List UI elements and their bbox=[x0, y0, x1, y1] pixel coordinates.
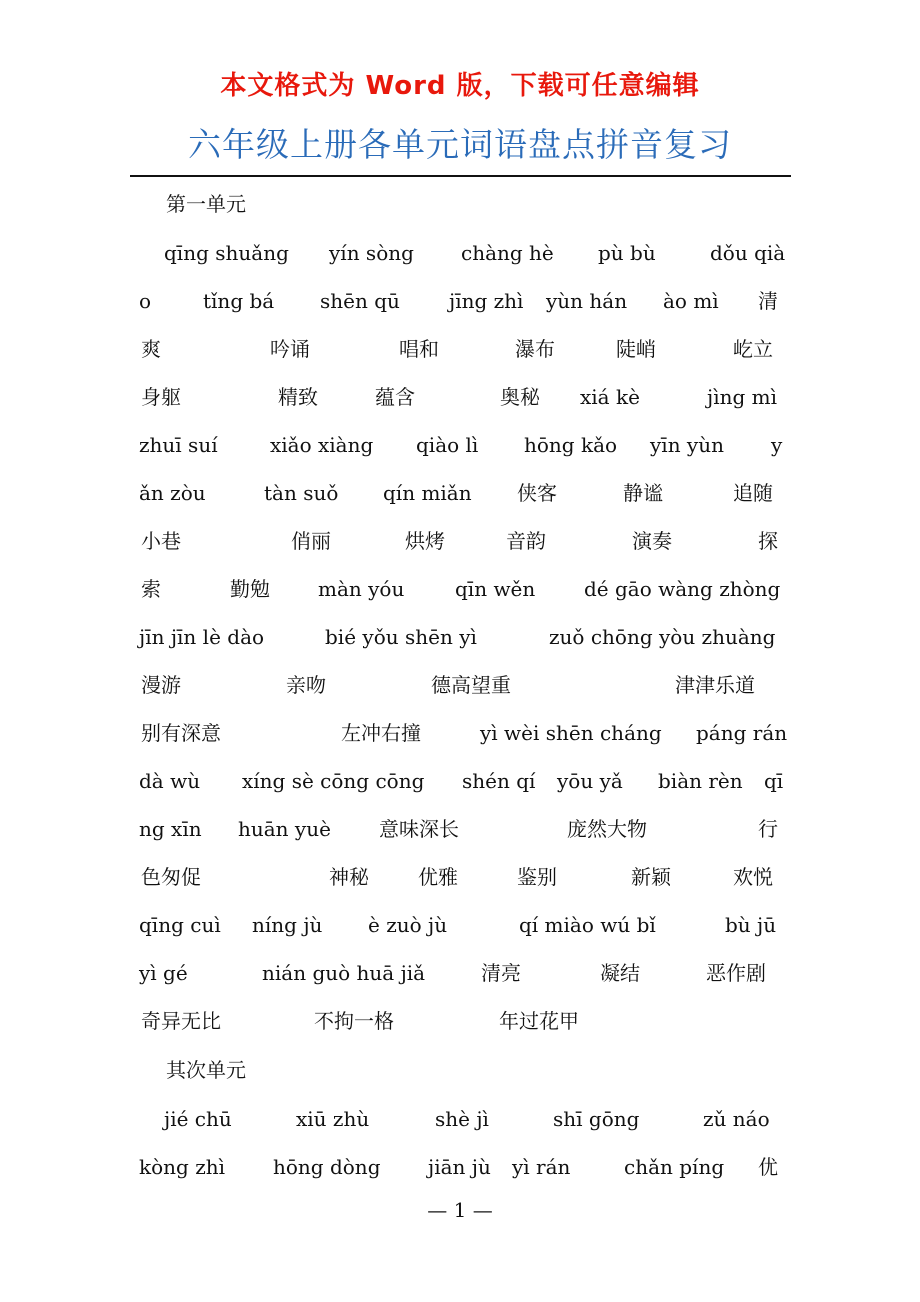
word: shè jì bbox=[435, 1107, 489, 1131]
word: 屹立 bbox=[733, 337, 773, 361]
word: xiū zhù bbox=[296, 1107, 370, 1131]
word: 欢悦 bbox=[733, 865, 773, 889]
text-line bbox=[139, 1006, 781, 1036]
text-line bbox=[139, 1152, 781, 1182]
word: ào mì bbox=[663, 289, 719, 313]
word: xíng sè cōng cōng bbox=[242, 769, 425, 793]
text-line bbox=[139, 478, 781, 508]
text-line bbox=[139, 238, 786, 268]
page-number: — 1 — bbox=[427, 1198, 493, 1222]
word: 奥秘 bbox=[500, 385, 540, 409]
word: yì rán bbox=[512, 1155, 571, 1179]
word: 别有深意 bbox=[141, 721, 221, 745]
word: 小巷 bbox=[141, 529, 181, 553]
word: 索 bbox=[141, 577, 161, 601]
word: páng rán bbox=[696, 721, 788, 745]
word: zuǒ chōng yòu zhuàng bbox=[549, 625, 776, 649]
word: qīng shuǎng bbox=[164, 241, 289, 265]
text-line bbox=[139, 622, 781, 652]
word: qīn wěn bbox=[455, 577, 536, 601]
word: xiá kè bbox=[580, 385, 640, 409]
word: shén qí bbox=[462, 769, 536, 793]
text-line bbox=[139, 670, 781, 700]
word: pù bù bbox=[598, 241, 656, 265]
word: 蕴含 bbox=[375, 385, 415, 409]
text-line bbox=[139, 574, 781, 604]
text-line bbox=[139, 526, 781, 556]
word: 爽 bbox=[141, 337, 161, 361]
word: yùn hán bbox=[546, 289, 628, 313]
word: 瀑布 bbox=[515, 337, 555, 361]
word: qiào lì bbox=[416, 433, 479, 457]
word: 演奏 bbox=[632, 529, 672, 553]
word: 神秘 bbox=[329, 865, 369, 889]
word: jiān jù bbox=[428, 1155, 491, 1179]
word: yín sòng bbox=[329, 241, 414, 265]
word: biàn rèn bbox=[658, 769, 743, 793]
word: yì wèi shēn cháng bbox=[480, 721, 662, 745]
word: huān yuè bbox=[238, 817, 331, 841]
word: yì gé bbox=[139, 961, 188, 985]
word: hōng dòng bbox=[273, 1155, 381, 1179]
word: 意味深长 bbox=[379, 817, 459, 841]
text-line bbox=[139, 862, 781, 892]
editable-notice-banner: 本文格式为 Word 版，下载可任意编辑 bbox=[220, 71, 700, 101]
word: jīn jīn lè dào bbox=[139, 625, 265, 649]
word: 年过花甲 bbox=[499, 1009, 579, 1033]
word: 凝结 bbox=[600, 961, 640, 985]
title-divider bbox=[130, 175, 791, 177]
word: màn yóu bbox=[318, 577, 405, 601]
word: tǐng bá bbox=[203, 289, 275, 313]
word: xiǎo xiàng bbox=[270, 433, 374, 457]
word: 陡峭 bbox=[616, 337, 656, 361]
word: 音韵 bbox=[506, 529, 546, 553]
word: 行 bbox=[758, 817, 778, 841]
word: tàn suǒ bbox=[264, 481, 339, 505]
word: dǒu qià bbox=[710, 241, 786, 265]
word: qí miào wú bǐ bbox=[519, 913, 656, 937]
word: zhuī suí bbox=[139, 433, 218, 457]
word: 唱和 bbox=[399, 337, 439, 361]
word: 亲吻 bbox=[286, 673, 326, 697]
word: 新颖 bbox=[631, 865, 671, 889]
word: 德高望重 bbox=[431, 673, 511, 697]
text-line bbox=[139, 958, 781, 988]
word: shēn qū bbox=[320, 289, 400, 313]
section-heading bbox=[139, 189, 781, 219]
word: qīng cuì bbox=[139, 913, 221, 937]
word: 津津乐道 bbox=[675, 673, 755, 697]
text-line bbox=[139, 718, 788, 748]
word: bù jū bbox=[725, 913, 777, 937]
text-line bbox=[139, 286, 781, 316]
word: 优 bbox=[758, 1155, 778, 1179]
word: y bbox=[771, 433, 783, 457]
word: kòng zhì bbox=[139, 1155, 226, 1179]
word: jié chū bbox=[164, 1107, 232, 1131]
word: jīng zhì bbox=[449, 289, 524, 313]
word: ǎn zòu bbox=[139, 481, 206, 505]
word: 探 bbox=[758, 529, 778, 553]
word: 清亮 bbox=[481, 961, 521, 985]
word: bié yǒu shēn yì bbox=[325, 625, 477, 649]
word: 鉴别 bbox=[517, 865, 557, 889]
word: nián guò huā jiǎ bbox=[262, 961, 426, 985]
word: zǔ náo bbox=[703, 1107, 770, 1131]
section-heading-text: 其次单元 bbox=[166, 1058, 246, 1082]
word: 侠客 bbox=[517, 481, 557, 505]
word: o bbox=[139, 289, 152, 313]
word: 吟诵 bbox=[270, 337, 310, 361]
word: yōu yǎ bbox=[557, 769, 623, 793]
text-line bbox=[139, 1104, 781, 1134]
word: dé gāo wàng zhòng bbox=[584, 577, 781, 601]
word: 恶作剧 bbox=[706, 961, 766, 985]
word: jìng mì bbox=[707, 385, 777, 409]
word: 俏丽 bbox=[291, 529, 331, 553]
text-line bbox=[139, 334, 781, 364]
word: 奇异无比 bbox=[141, 1009, 221, 1033]
word: níng jù bbox=[252, 913, 323, 937]
word: qī bbox=[764, 769, 784, 793]
section-heading-text: 第一单元 bbox=[166, 192, 246, 216]
word: hōng kǎo bbox=[524, 433, 618, 457]
word: 优雅 bbox=[418, 865, 458, 889]
text-line bbox=[139, 382, 781, 412]
word: è zuò jù bbox=[368, 913, 448, 937]
word: 庞然大物 bbox=[567, 817, 647, 841]
word: 追随 bbox=[733, 481, 773, 505]
word: 左冲右撞 bbox=[341, 721, 421, 745]
word: qín miǎn bbox=[383, 481, 472, 505]
word: 勤勉 bbox=[230, 577, 270, 601]
word: dà wù bbox=[139, 769, 201, 793]
text-line bbox=[139, 430, 781, 460]
word: 漫游 bbox=[141, 673, 181, 697]
word: 不拘一格 bbox=[314, 1009, 394, 1033]
word: ng xīn bbox=[139, 817, 202, 841]
word: yīn yùn bbox=[650, 433, 724, 457]
word: 精致 bbox=[278, 385, 318, 409]
section-heading bbox=[139, 1055, 781, 1085]
text-line bbox=[139, 910, 781, 940]
word: 烘烤 bbox=[405, 529, 445, 553]
word: shī gōng bbox=[553, 1107, 640, 1131]
text-line bbox=[139, 766, 784, 796]
word: chàng hè bbox=[461, 241, 554, 265]
word: 静谧 bbox=[623, 481, 663, 505]
word: 清 bbox=[758, 289, 778, 313]
text-line bbox=[139, 814, 781, 844]
word: 身躯 bbox=[141, 385, 181, 409]
page-title: 六年级上册各单元词语盘点拼音复习 bbox=[188, 125, 732, 164]
word: chǎn píng bbox=[624, 1155, 725, 1179]
word: 色匆促 bbox=[141, 865, 201, 889]
